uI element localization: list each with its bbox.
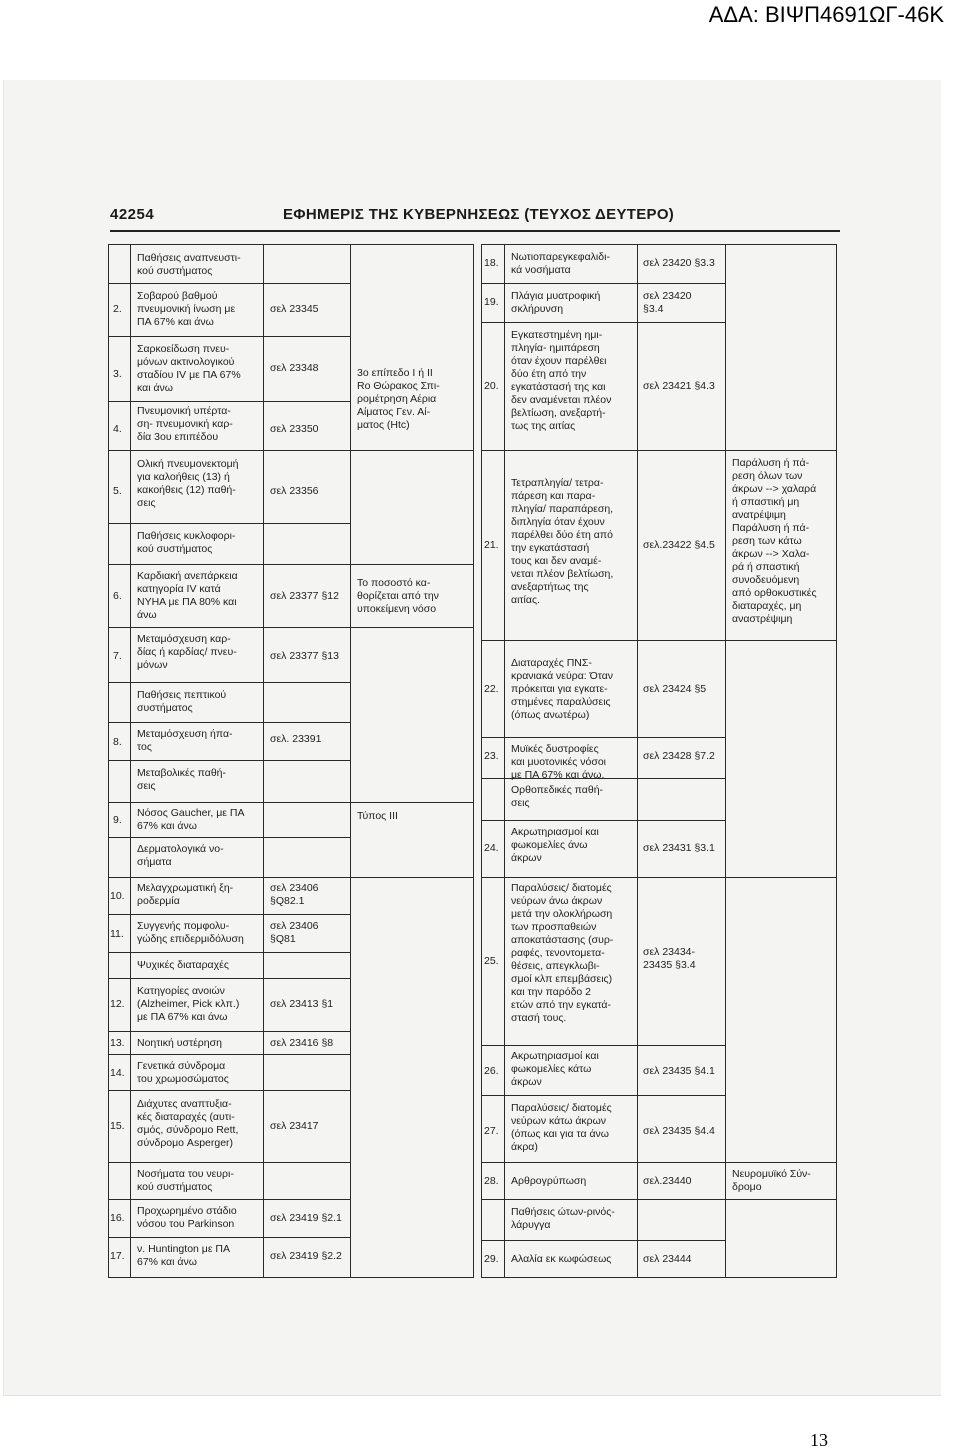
row-rule: [108, 450, 474, 451]
row-number: 29.: [484, 1253, 499, 1265]
assessment-note: Το ποσοστό κα- θορίζεται από την υποκείμενη νόσο: [357, 577, 439, 615]
page-number: 13: [810, 1430, 828, 1450]
row-number: 28.: [484, 1175, 499, 1187]
right-table-divider: [637, 244, 638, 1277]
row-rule: [108, 722, 351, 723]
disease-name: Αρθρογρύπωση: [511, 1175, 587, 1187]
row-rule: [108, 1199, 351, 1200]
reference: σελ 23406 §Q81: [270, 920, 319, 945]
reference: σελ 23421 §4.3: [643, 380, 715, 392]
reference: σελ 23419 §2.1: [270, 1212, 342, 1224]
row-number: 9.: [113, 814, 122, 826]
row-number: 12.: [110, 998, 125, 1010]
row-number: 19.: [484, 296, 499, 308]
reference: σελ 23377 §12: [270, 590, 339, 602]
row-rule: [108, 1031, 351, 1032]
row-number: 16.: [110, 1212, 125, 1224]
row-number: 2.: [113, 303, 122, 315]
row-rule: [108, 914, 351, 915]
ada-watermark: ΑΔΑ: ΒΙΨΠ4691ΩΓ-46Κ: [708, 2, 944, 27]
row-rule: [481, 450, 837, 451]
row-number: 15.: [110, 1120, 125, 1132]
row-rule: [481, 1162, 837, 1163]
row-rule: [108, 877, 474, 878]
reference: σελ 23413 §1: [270, 998, 334, 1010]
section-heading: Νοσήματα του νευρι- κού συστήματος: [137, 1168, 234, 1193]
reference: σελ 23345: [270, 303, 319, 315]
right-table-divider: [504, 244, 505, 1277]
section-heading: Δερματολογικά νο- σήματα: [137, 843, 224, 868]
disease-name: Παραλύσεις/ διατομές νεύρων κάτω άκρων (όπως και για τα άνω άκρα): [511, 1102, 612, 1153]
row-number: 22.: [484, 683, 499, 695]
assessment-note: Τύπος III: [357, 810, 398, 822]
row-number: 27.: [484, 1125, 499, 1137]
row-rule: [108, 401, 351, 402]
disease-name: Μελαγχρωματική ξη- ροδερμία: [137, 882, 234, 907]
row-number: 6.: [113, 590, 122, 602]
row-number: 3.: [113, 368, 122, 380]
row-number: 13.: [110, 1037, 125, 1049]
row-rule: [481, 283, 726, 284]
reference: σελ 23424 §5: [643, 683, 707, 695]
disease-name: Νωτιοπαρεγκεφαλιδι- κά νοσήματα: [511, 251, 610, 276]
row-rule: [108, 1277, 474, 1278]
reference: σελ 23356: [270, 485, 319, 497]
disease-name: Σοβαρού βαθμού πνευμονική ίνωση με ΠΑ 67% και άνω: [137, 290, 236, 328]
left-table-border: [473, 244, 474, 1277]
section-heading: Ψυχικές διαταραχές: [137, 959, 229, 971]
row-number: 11.: [110, 928, 124, 940]
disease-name: Καρδιακή ανεπάρκεια κατηγορία IV κατά ΝΥΗΑ με ΠΑ 80% και άνω: [137, 570, 238, 621]
row-rule: [481, 1095, 726, 1096]
disease-name: Εγκατεστημένη ημι- πληγία- ημιπάρεση όταν έχουν παρέλθει δύο έτη από την εγκατάστασή της και δεν αναμένεται πλέον βελτίωση, ανεξαρτή- τως της αιτίας: [511, 329, 612, 432]
assessment-note: 3ο επίπεδο I ή II Ro Θώρακος Σπι- ρομέτρηση Αέρια Αίματος Γεν. Αί- ματος (Htc): [357, 367, 440, 431]
row-number: 5.: [113, 485, 122, 497]
right-table-border: [481, 244, 482, 1277]
reference: σελ 23406 §Q82.1: [270, 882, 319, 907]
disease-name: Πλάγια μυατροφική σκλήρυνση: [511, 290, 601, 315]
row-rule: [108, 1162, 351, 1163]
row-rule: [481, 737, 726, 738]
disease-name: Τετραπληγία/ τετρα- πάρεση και παρα- πληγία/ παραπάρεση, διπληγία όταν έχουν παρέλθει δύο έτη από την εγκατάστασή τους και δεν αναμέ- νεται πλέον βελτίωση, ανεξαρτήτως της αιτίας.: [511, 477, 614, 606]
row-rule: [481, 1045, 726, 1046]
disease-name: Συγγενής πομφολυ- γώδης επιδερμιδόλυση: [137, 920, 244, 945]
disease-name: Διάχυτες αναπτυξια- κές διαταραχές (αυτι- σμός, σύνδρομο Rett, σύνδρομο Asperger): [137, 1098, 239, 1149]
row-rule: [108, 1054, 351, 1055]
row-rule: [481, 322, 726, 323]
reference: σελ. 23391: [270, 733, 322, 745]
disease-name: Νοητική υστέρηση: [137, 1037, 222, 1049]
row-rule: [481, 640, 837, 641]
reference: σελ 23419 §2.2: [270, 1250, 342, 1262]
right-table-divider: [725, 244, 726, 1277]
gazette-title: ΕΦΗΜΕΡΙΣ ΤΗΣ ΚΥΒΕΡΝΗΣΕΩΣ (ΤΕΥΧΟΣ ΔΕΥΤΕΡΟ): [283, 206, 675, 223]
row-rule: [481, 820, 726, 821]
section-heading: Παθήσεις αναπνευστι- κού συστήματος: [137, 252, 241, 277]
reference: σελ 23416 §8: [270, 1037, 334, 1049]
row-rule: [481, 877, 837, 878]
row-rule: [108, 336, 351, 337]
row-rule: [108, 564, 474, 565]
row-number: 4.: [113, 423, 122, 435]
row-rule: [108, 1090, 351, 1091]
disease-name: Ολική πνευμονεκτομή για καλοήθεις (13) ή κακοήθεις (12) παθή- σεις: [137, 458, 239, 509]
row-rule: [481, 1240, 726, 1241]
disease-name: Γενετικά σύνδρομα του χρωμοσώματος: [137, 1060, 229, 1085]
disease-name: Αλαλία εκ κωφώσεως: [511, 1253, 612, 1265]
row-rule: [108, 760, 351, 761]
disease-name: Μυϊκές δυστροφίες και μυοτονικές νόσοι με ΠΑ 67% και άνω.: [511, 743, 606, 781]
row-number: 14.: [110, 1067, 125, 1079]
row-number: 21.: [484, 539, 499, 551]
row-rule: [481, 1199, 837, 1200]
reference: σελ 23435 §4.1: [643, 1065, 715, 1077]
disease-name: Νόσος Gaucher, με ΠΑ 67% και άνω: [137, 807, 245, 832]
row-rule: [108, 283, 351, 284]
section-heading: Παθήσεις ώτων-ρινός- λάρυγγα: [511, 1206, 615, 1231]
disease-name: Ακρωτηριασμοί και φωκομελίες άνω άκρων: [511, 826, 599, 864]
right-table-border: [836, 244, 837, 1277]
row-rule: [108, 682, 351, 683]
reference: σελ.23440: [643, 1175, 692, 1187]
section-heading: Παθήσεις πεπτικού συστήματος: [137, 689, 227, 714]
reference: σελ 23417: [270, 1120, 319, 1132]
row-number: 7.: [113, 650, 122, 662]
header-rule: [110, 230, 840, 232]
row-rule: [108, 978, 351, 979]
disease-name: Προχωρημένο στάδιο νόσου του Parkinson: [137, 1205, 237, 1230]
reference: σελ 23431 §3.1: [643, 842, 715, 854]
disease-name: Κατηγορίες ανοιών (Alzheimer, Pick κλπ.) με ΠΑ 67% και άνω: [137, 985, 240, 1023]
row-rule: [108, 802, 474, 803]
row-rule: [108, 952, 351, 953]
row-rule: [108, 1237, 351, 1238]
disease-name: Πνευμονική υπέρτα- ση- πνευμονική καρ- δία 3ου επιπέδου: [137, 405, 233, 443]
row-number: 18.: [484, 257, 499, 269]
row-number: 26.: [484, 1065, 499, 1077]
row-number: 23.: [484, 750, 499, 762]
disease-name: Ακρωτηριασμοί και φωκομελίες κάτω άκρων: [511, 1050, 599, 1088]
row-rule: [108, 837, 351, 838]
row-rule: [481, 1277, 837, 1278]
disease-name: Παραλύσεις/ διατομές νεύρων άνω άκρων μετά την ολοκλήρωση των προσπαθειών αποκατάστασης (συρ- ραφές, τενοντομετα- θέσεις, απεγκλωβι- σμοί κλπ επεμβάσεις) και την παρόδο 2 ετών από την εγκατά- στασή τους.: [511, 882, 614, 1024]
reference: σελ.23422 §4.5: [643, 539, 715, 551]
row-rule: [481, 244, 837, 245]
issue-number: 42254: [110, 206, 155, 223]
reference: σελ 23444: [643, 1253, 692, 1265]
section-heading: Παθήσεις κυκλοφορι- κού συστήματος: [137, 530, 236, 555]
section-heading: Μεταβολικές παθή- σεις: [137, 767, 227, 792]
row-number: 10.: [110, 890, 125, 902]
disease-name: Σαρκοείδωση πνευ- μόνων ακτινολογικού σταδίου IV με ΠΑ 67% και άνω: [137, 343, 241, 394]
row-rule: [108, 523, 351, 524]
row-number: 24.: [484, 842, 499, 854]
disease-name: Μεταμόσχευση καρ- δίας ή καρδίας/ πνευ- μόνων: [137, 633, 237, 671]
disease-name: Διαταραχές ΠΝΣ- κρανιακά νεύρα: Όταν πρόκειται για εγκατε- στημένες παραλύσεις (όπως ανωτέρω): [511, 657, 614, 721]
reference: σελ 23420 §3.3: [643, 257, 715, 269]
row-number: 8.: [113, 736, 122, 748]
reference: σελ 23435 §4.4: [643, 1125, 715, 1137]
row-number: 17.: [110, 1250, 125, 1262]
row-number: 25.: [484, 955, 499, 967]
row-rule: [108, 627, 474, 628]
reference: σελ 23377 §13: [270, 650, 339, 662]
reference: σελ 23348: [270, 362, 319, 374]
disease-name: ν. Huntington με ΠΑ 67% και άνω: [137, 1243, 231, 1268]
disease-name: Μεταμόσχευση ήπα- τος: [137, 728, 233, 753]
side-note: Παράλυση ή πά- ρεση όλων των άκρων --> χαλαρά ή σπαστική μη ανατρέψιμη Παράλυση ή πά- ρεση των κάτω άκρων --> Χαλα- ρά ή σπαστική συνοδευόμενη από ορθοκυστικές διαταραχές, μη αναστρέψιμη: [732, 457, 817, 625]
reference: σελ 23350: [270, 423, 319, 435]
reference: σελ 23434- 23435 §3.4: [643, 946, 696, 971]
section-heading: Ορθοπεδικές παθή- σεις: [511, 784, 604, 809]
row-number: 20.: [484, 380, 499, 392]
side-note: Νευρομυϊκό Σύν- δρομο: [732, 1168, 811, 1193]
row-rule: [108, 244, 474, 245]
reference: σελ 23428 §7.2: [643, 750, 715, 762]
reference: σελ 23420 §3.4: [643, 290, 692, 315]
